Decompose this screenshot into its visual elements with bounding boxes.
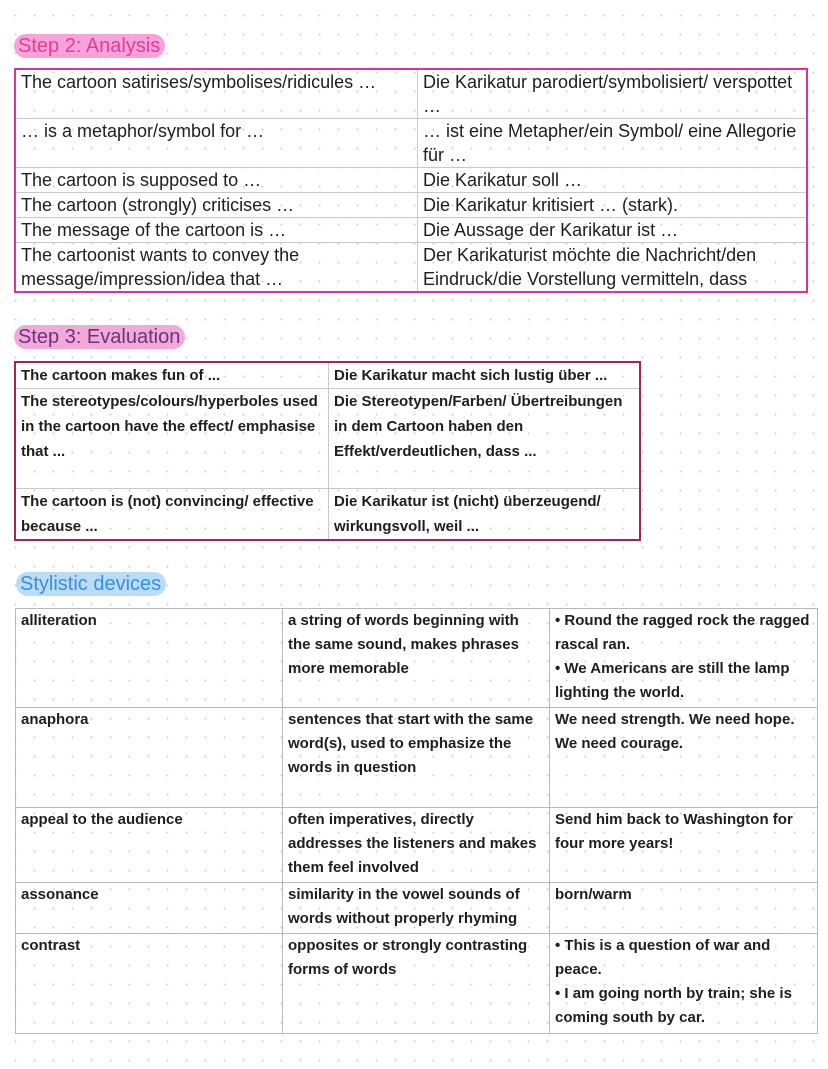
evaluation-heading: Step 3: Evaluation <box>14 325 185 349</box>
table-row <box>15 119 807 168</box>
device-example: We need strength. We need hope. We need courage. <box>555 711 795 752</box>
analysis-heading: Step 2: Analysis <box>14 34 165 58</box>
table-row <box>15 489 640 541</box>
device-term: appeal to the audience <box>16 808 283 883</box>
analysis-en-cell: … is a metaphor/symbol for … <box>15 119 418 168</box>
device-definition: sentences that start with the same word(s), used to emphasize the words in question <box>283 708 550 808</box>
device-examples <box>550 808 818 883</box>
device-examples <box>550 609 818 708</box>
analysis-table <box>14 68 808 293</box>
device-term: alliteration <box>16 609 283 708</box>
evaluation-de-cell: Die Karikatur macht sich lustig über ... <box>329 362 641 389</box>
table-row <box>15 243 807 293</box>
device-example: born/warm <box>555 886 632 903</box>
device-definition: opposites or strongly contrasting forms of words <box>283 934 550 1034</box>
evaluation-de-cell: Die Stereotypen/Farben/ Übertreibungen in dem Cartoon haben den Effekt/verdeutlichen, dass ... <box>329 389 641 489</box>
analysis-de-cell: Die Karikatur kritisiert … (stark). <box>418 193 808 218</box>
device-example: • Round the ragged rock the ragged rascal ran. <box>555 612 810 653</box>
analysis-en-cell: The cartoon (strongly) criticises … <box>15 193 418 218</box>
device-examples <box>550 883 818 934</box>
table-row <box>16 934 818 1034</box>
evaluation-table <box>14 361 641 541</box>
device-definition: often imperatives, directly addresses the listeners and makes them feel involved <box>283 808 550 883</box>
table-row <box>15 168 807 193</box>
table-row <box>15 389 640 489</box>
analysis-en-cell: The message of the cartoon is … <box>15 218 418 243</box>
analysis-en-cell: The cartoon satirises/symbolises/ridicules … <box>15 69 418 119</box>
device-term: contrast <box>16 934 283 1034</box>
evaluation-en-cell: The cartoon makes fun of ... <box>15 362 329 389</box>
device-example: Send him back to Washington for four more years! <box>555 811 793 852</box>
analysis-de-cell: … ist eine Metapher/ein Symbol/ eine Allegorie für … <box>418 119 808 168</box>
table-row <box>15 193 807 218</box>
analysis-de-cell: Die Karikatur parodiert/symbolisiert/ verspottet … <box>418 69 808 119</box>
analysis-en-cell: The cartoonist wants to convey the message/impression/idea that … <box>15 243 418 293</box>
evaluation-en-cell: The stereotypes/colours/hyperboles used in the cartoon have the effect/ emphasise that ... <box>15 389 329 489</box>
device-examples <box>550 934 818 1034</box>
evaluation-en-cell: The cartoon is (not) convincing/ effective because ... <box>15 489 329 541</box>
device-definition: similarity in the vowel sounds of words without properly rhyming <box>283 883 550 934</box>
device-example: • I am going north by train; she is coming south by car. <box>555 985 792 1026</box>
table-row <box>15 69 807 119</box>
device-example: • This is a question of war and peace. <box>555 937 771 978</box>
table-row <box>15 362 640 389</box>
table-row <box>16 609 818 708</box>
table-row <box>16 808 818 883</box>
table-row <box>16 708 818 808</box>
device-definition: a string of words beginning with the same sound, makes phrases more memorable <box>283 609 550 708</box>
stylistic-heading: Stylistic devices <box>16 572 166 596</box>
analysis-en-cell: The cartoon is supposed to … <box>15 168 418 193</box>
device-examples <box>550 708 818 808</box>
table-row <box>16 883 818 934</box>
device-example: • We Americans are still the lamp lighting the world. <box>555 660 790 701</box>
stylistic-devices-table <box>15 608 818 1034</box>
device-term: anaphora <box>16 708 283 808</box>
analysis-de-cell: Die Aussage der Karikatur ist … <box>418 218 808 243</box>
analysis-de-cell: Die Karikatur soll … <box>418 168 808 193</box>
analysis-de-cell: Der Karikaturist möchte die Nachricht/den Eindruck/die Vorstellung vermitteln, dass <box>418 243 808 293</box>
table-row <box>15 218 807 243</box>
device-term: assonance <box>16 883 283 934</box>
evaluation-de-cell: Die Karikatur ist (nicht) überzeugend/ wirkungsvoll, weil ... <box>329 489 641 541</box>
